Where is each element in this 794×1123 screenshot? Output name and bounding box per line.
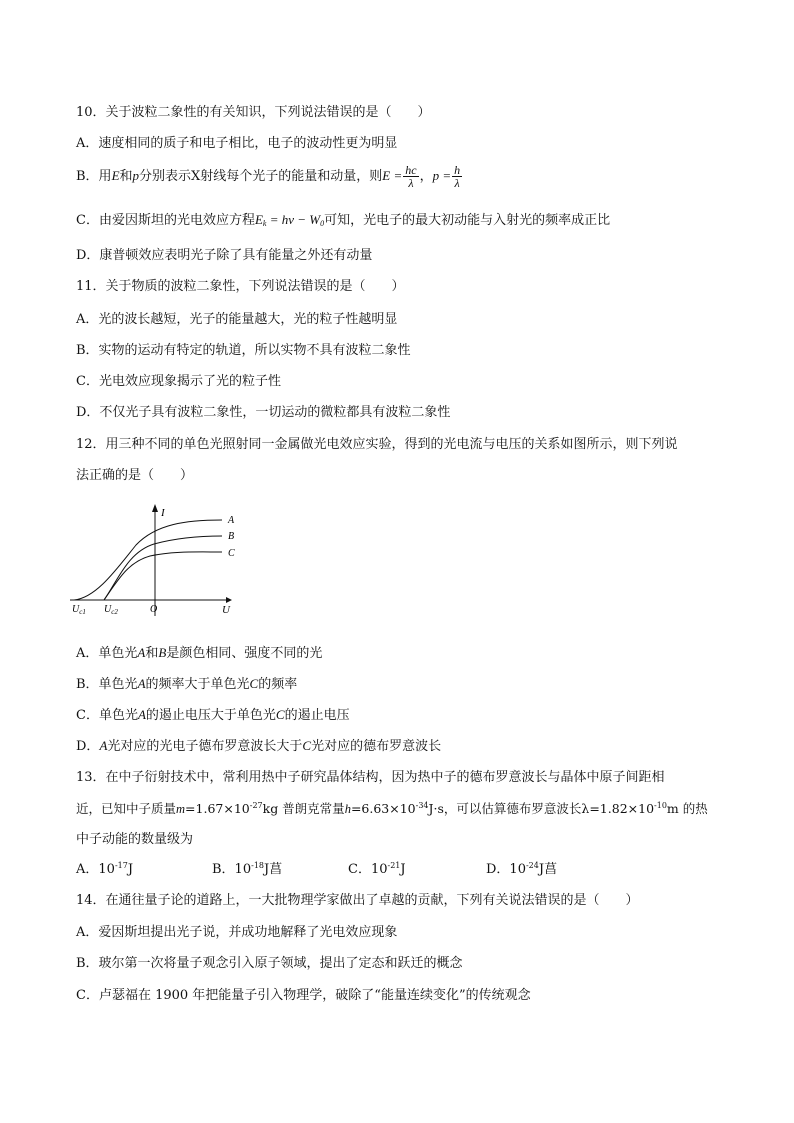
photoelectric-equation: $E_k = h\nu - W_0$	[254, 212, 325, 228]
q11-stem: 11．关于物质的波粒二象性，下列说法错误的是（ ）	[76, 279, 405, 294]
q11-option-c: C．光电效应现象揭示了光的粒子性	[76, 374, 281, 389]
q13-stem-line1: 13．在中子衍射技术中，常利用热中子研究晶体结构，因为热中子的德布罗意波长与晶体中原子间距相	[76, 770, 665, 785]
q14-option-a: A．爱因斯坦提出光子说，并成功地解释了光电效应现象	[76, 925, 398, 940]
fraction-hc-over-lambda: $\frac{hc}{\lambda}$	[405, 163, 417, 190]
q11-option-d: D．不仅光子具有波粒二象性，一切运动的微粒都具有波粒二象性	[76, 405, 451, 420]
q11-option-b: B．实物的运动有特定的轨道，所以实物不具有波粒二象性	[76, 343, 411, 358]
photocurrent-voltage-graph	[66, 500, 246, 620]
q10-option-c: C．由爱因斯坦的光电效应方程$E_k = h\nu - W_0$可知，光电子的最大初动能与入射光的频率成正比	[76, 212, 611, 228]
q10-option-b: B．用E和p分别表示X射线每个光子的能量和动量，则E = $\frac{hc}{\lambda}$ ，p = $\frac{h}{\lambda}$	[76, 163, 461, 190]
uc1-label: $U_{c1}$	[72, 604, 86, 616]
q13-option-d: D．$10^{-24}J$菖	[486, 861, 558, 877]
q13-option-a: A．$10^{-17}J$	[76, 861, 134, 877]
q12-option-a: A．单色光A和B是颜色相同、强度不同的光	[76, 645, 323, 661]
fraction-h-over-lambda: $\frac{h}{\lambda}$	[454, 163, 461, 190]
x-axis-arrow	[226, 597, 232, 603]
curve-b-label: B	[228, 531, 235, 542]
q11-option-a: A．光的波长越短，光子的能量越大，光的粒子性越明显	[76, 312, 398, 327]
q14-option-c: C．卢瑟福在 1900 年把能量子引入物理学，破除了“能量连续变化”的传统观念	[76, 988, 531, 1003]
q13-option-c: C．$10^{-21}J$	[348, 861, 406, 877]
y-axis-arrow	[152, 504, 158, 512]
q12-stem-line2: 法正确的是（ ）	[76, 468, 194, 483]
q10-option-a: A．速度相同的质子和电子相比，电子的波动性更为明显	[76, 136, 398, 151]
curve-a-label: A	[228, 515, 235, 526]
q10-stem: 10．关于波粒二象性的有关知识，下列说法错误的是（ ）	[76, 105, 431, 120]
q10-option-d: D．康普顿效应表明光子除了具有能量之外还有动量	[76, 248, 373, 263]
origin-label: O	[150, 604, 158, 615]
x-axis-label: U	[222, 604, 230, 616]
curve-b	[104, 536, 222, 600]
curve-a	[74, 520, 222, 600]
y-axis-label: I	[161, 507, 165, 519]
q13-option-b: B．$10^{-18}J$菖	[212, 861, 283, 877]
q12-option-c: C．单色光A的遏止电压大于单色光C的遏止电压	[76, 707, 350, 723]
q13-options	[76, 861, 557, 879]
uc2-label: $U_{c2}$	[104, 604, 118, 616]
q13-stem-line3: 中子动能的数量级为	[76, 832, 194, 847]
q12-option-d: D．A光对应的光电子德布罗意波长大于C光对应的德布罗意波长	[76, 738, 442, 754]
q12-option-b: B．单色光A的频率大于单色光C的频率	[76, 676, 298, 692]
curve-c-label: C	[228, 548, 235, 559]
q13-stem-line2: 近，已知中子质量$m=1.67\times 10^{-27}kg$ 普朗克常量$h=6.63\times 10^{-34}J\cdot s$，可以估算德布罗意波长$\lambda=1.82\times 10^{-10}m$ 的热	[76, 801, 708, 816]
curve-c	[104, 552, 222, 600]
q12-stem-line1: 12．用三种不同的单色光照射同一金属做光电效应实验，得到的光电流与电压的关系如图所示，则下列说	[76, 437, 678, 452]
q14-option-b: B．玻尔第一次将量子观念引入原子领域，提出了定态和跃迁的概念	[76, 956, 463, 971]
q14-stem: 14．在通往量子论的道路上，一大批物理学家做出了卓越的贡献，下列有关说法错误的是（ ）	[76, 893, 639, 908]
